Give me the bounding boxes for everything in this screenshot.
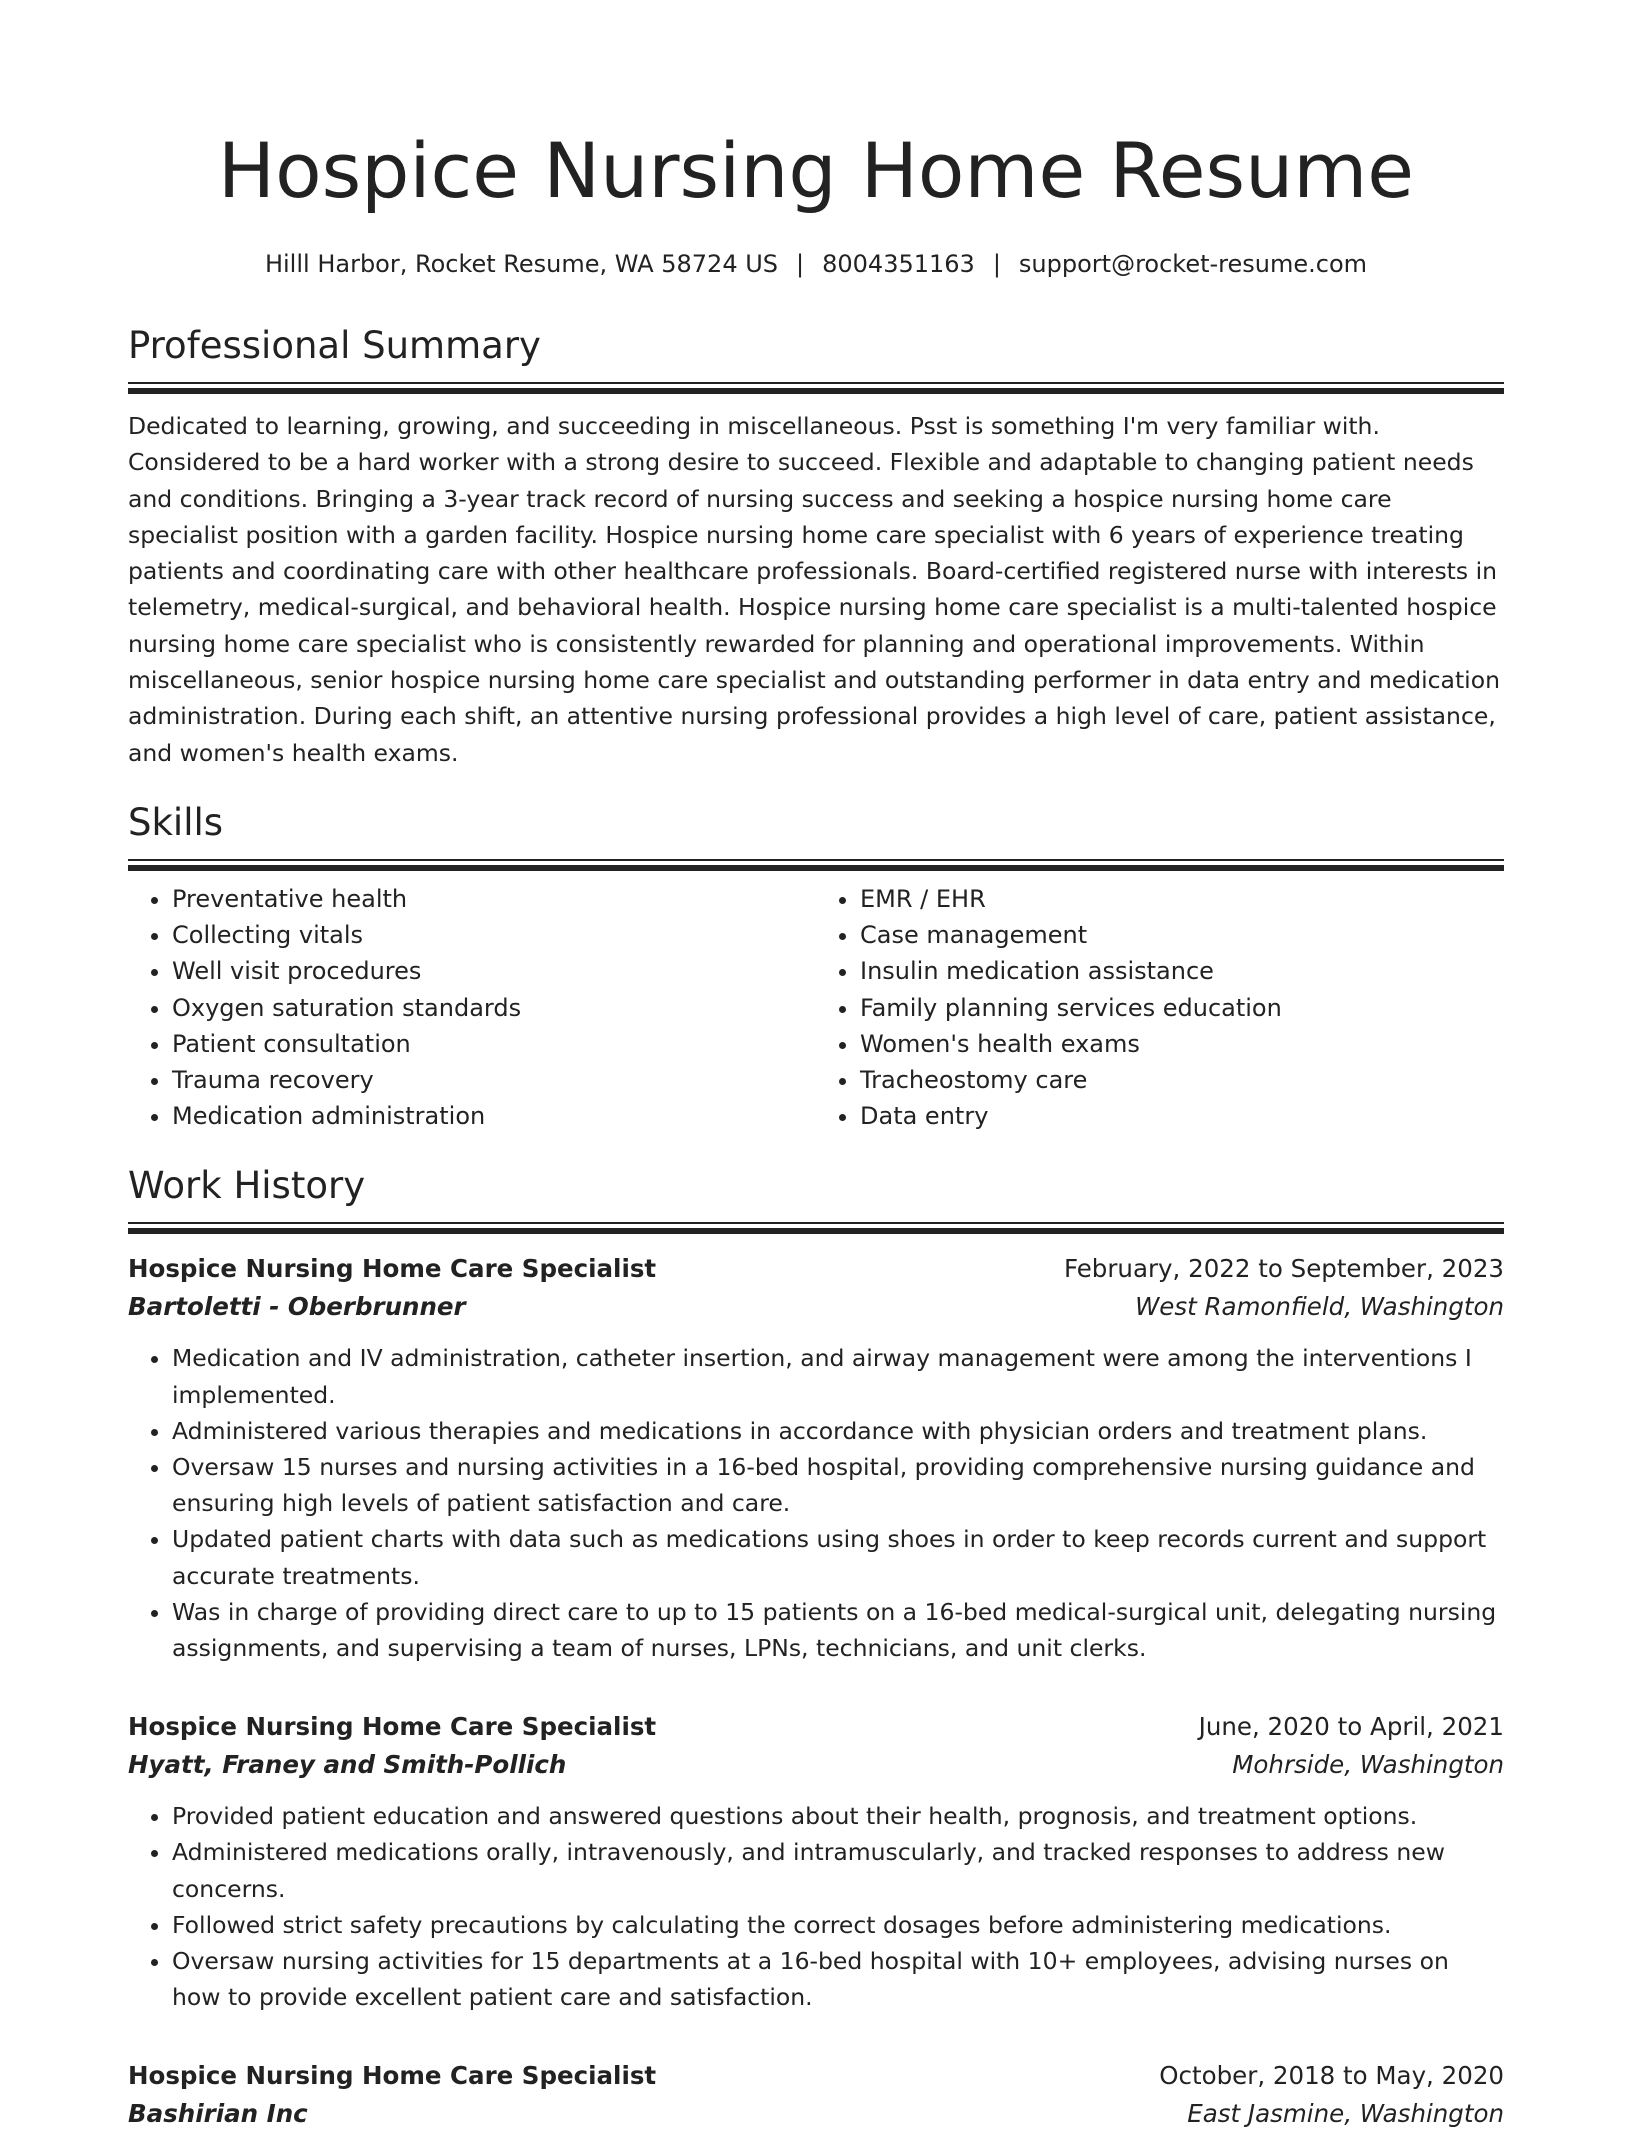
job-duties bbox=[128, 1340, 1504, 1666]
job-company-row bbox=[128, 1288, 1504, 1326]
summary-text: Dedicated to learning, growing, and succeeding in miscellaneous. Psst is something I'm very familiar with. Considered to be a hard worker with a strong desire to succeed. Flexible and adaptable to changing patient needs and conditions. Bringing a 3-year track record of nursing success and seeking a hospice nursing home care specialist position with a garden facility. Hospice nursing home care specialist with 6 years of experience treating patients and coordinating care with other healthcare professionals. Board-certified registered nurse with interests in telemetry, medical-surgical, and behavioral health. Hospice nursing home care specialist is a multi-talented hospice nursing home care specialist who is consistently rewarded for planning and operational improvements. Within miscellaneous, senior hospice nursing home care specialist and outstanding performer in data entry and medication administration. During each shift, an attentive nursing professional provides a high level of care, patient assistance, and women's health exams. bbox=[128, 412, 1500, 767]
skill-item: • EMR / EHR bbox=[860, 881, 1504, 917]
duty-item: • Administered medications orally, intravenously, and intramuscularly, and tracked responses to address new concerns. bbox=[172, 1834, 1504, 1906]
job-location: East Jasmine, Washington bbox=[1187, 2099, 1504, 2129]
skill-item: • Data entry bbox=[860, 1098, 1504, 1134]
job-title: Hospice Nursing Home Care Specialist bbox=[128, 1712, 657, 1742]
skill-item: • Insulin medication assistance bbox=[860, 953, 1504, 989]
job-title: Hospice Nursing Home Care Specialist bbox=[128, 2061, 657, 2091]
job-header-row bbox=[128, 1250, 1504, 1288]
job-location: Mohrside, Washington bbox=[1232, 1750, 1504, 1780]
contact-phone: 8004351163 bbox=[822, 250, 975, 278]
job-dates: February, 2022 to September, 2023 bbox=[1063, 1254, 1504, 1284]
job-entry bbox=[128, 2057, 1504, 2133]
summary-section bbox=[128, 324, 1504, 771]
skills-heading: Skills bbox=[128, 800, 224, 844]
job-dates: June, 2020 to April, 2021 bbox=[1198, 1712, 1504, 1742]
skill-item: • Medication administration bbox=[172, 1098, 816, 1134]
job-entry bbox=[128, 1250, 1504, 1666]
skill-item: • Preventative health bbox=[172, 881, 816, 917]
job-header-row bbox=[128, 1708, 1504, 1746]
work-history-section bbox=[128, 1164, 1504, 2133]
resume-title: Hospice Nursing Home Resume bbox=[217, 126, 1415, 215]
job-company: Bashirian Inc bbox=[128, 2099, 308, 2129]
section-divider bbox=[128, 859, 1504, 871]
contact-separator: | bbox=[796, 250, 805, 278]
skill-item: • Patient consultation bbox=[172, 1026, 816, 1062]
duty-item: • Oversaw nursing activities for 15 departments at a 16-bed hospital with 10+ employees, advising nurses on how to provide excellent patient care and satisfaction. bbox=[172, 1943, 1504, 2015]
skill-item: • Tracheostomy care bbox=[860, 1062, 1504, 1098]
skill-item: • Family planning services education bbox=[860, 990, 1504, 1026]
contact-line bbox=[128, 248, 1504, 280]
skill-item: • Trauma recovery bbox=[172, 1062, 816, 1098]
skill-item: • Women's health exams bbox=[860, 1026, 1504, 1062]
contact-email: support@rocket-resume.com bbox=[1018, 250, 1368, 278]
contact-address: Hilll Harbor, Rocket Resume, WA 58724 US bbox=[264, 250, 779, 278]
section-divider bbox=[128, 382, 1504, 394]
skills-columns bbox=[128, 881, 1504, 1134]
contact-separator: | bbox=[992, 250, 1001, 278]
job-header-row bbox=[128, 2057, 1504, 2095]
job-company: Bartoletti - Oberbrunner bbox=[128, 1292, 466, 1322]
skill-item: • Case management bbox=[860, 917, 1504, 953]
section-divider bbox=[128, 1222, 1504, 1234]
duty-item: • Administered various therapies and medications in accordance with physician orders and treatment plans. bbox=[172, 1413, 1504, 1449]
duty-item: • Medication and IV administration, catheter insertion, and airway management were among the interventions I implemented. bbox=[172, 1340, 1504, 1412]
work-history-heading: Work History bbox=[128, 1164, 366, 1208]
skill-item: • Well visit procedures bbox=[172, 953, 816, 989]
job-entry bbox=[128, 1708, 1504, 2015]
duty-item: • Was in charge of providing direct care to up to 15 patients on a 16-bed medical-surgical unit, delegating nursing assignments, and supervising a team of nurses, LPNs, technicians, and unit clerks. bbox=[172, 1594, 1504, 1666]
skills-section bbox=[128, 801, 1504, 1134]
job-location: West Ramonfield, Washington bbox=[1135, 1292, 1504, 1322]
job-company-row bbox=[128, 2095, 1504, 2133]
duty-item: • Followed strict safety precautions by calculating the correct dosages before administering medications. bbox=[172, 1907, 1504, 1943]
job-company: Hyatt, Franey and Smith-Pollich bbox=[128, 1750, 567, 1780]
skill-item: • Oxygen saturation standards bbox=[172, 990, 816, 1026]
skills-list-left bbox=[128, 881, 816, 1134]
duty-item: • Provided patient education and answered questions about their health, prognosis, and treatment options. bbox=[172, 1798, 1504, 1834]
duty-item: • Updated patient charts with data such as medications using shoes in order to keep records current and support accurate treatments. bbox=[172, 1521, 1504, 1593]
summary-heading: Professional Summary bbox=[128, 324, 541, 367]
job-dates: October, 2018 to May, 2020 bbox=[1159, 2061, 1504, 2091]
skill-item: • Collecting vitals bbox=[172, 917, 816, 953]
skills-list-right bbox=[816, 881, 1504, 1134]
job-duties bbox=[128, 1798, 1504, 2015]
duty-item: • Oversaw 15 nurses and nursing activities in a 16-bed hospital, providing comprehensive nursing guidance and ensuring high levels of patient satisfaction and care. bbox=[172, 1449, 1504, 1521]
job-company-row bbox=[128, 1746, 1504, 1784]
job-title: Hospice Nursing Home Care Specialist bbox=[128, 1254, 657, 1284]
